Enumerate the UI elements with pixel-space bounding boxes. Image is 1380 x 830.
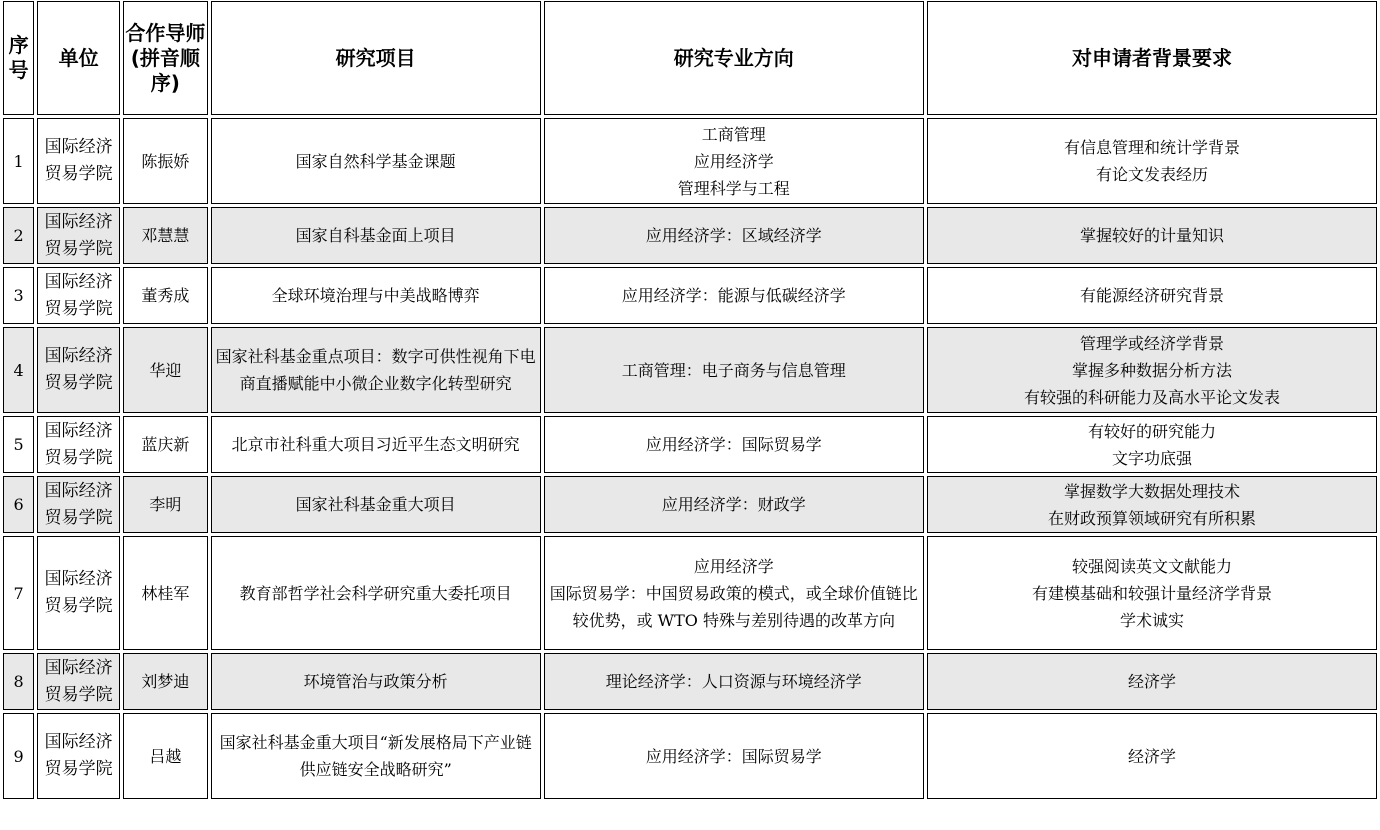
project-cell: 国家自然科学基金课题 [211, 118, 541, 204]
header-advisor: 合作导师 (拼音顺序) [123, 1, 208, 115]
project-cell: 全球环境治理与中美战略博弈 [211, 267, 541, 324]
table-row [3, 416, 1377, 473]
header-direction: 研究专业方向 [544, 1, 924, 115]
direction-cell: 理论经济学：人口资源与环境经济学 [544, 653, 924, 710]
seq-cell: 8 [3, 653, 34, 710]
advisor-cell: 陈振娇 [123, 118, 208, 204]
requirement-cell: 有信息管理和统计学背景 有论文发表经历 [927, 118, 1377, 204]
project-cell: 国家社科基金重大项目“新发展格局下产业链供应链安全战略研究” [211, 713, 541, 799]
requirement-cell: 管理学或经济学背景 掌握多种数据分析方法 有较强的科研能力及高水平论文发表 [927, 327, 1377, 413]
project-cell: 教育部哲学社会科学研究重大委托项目 [211, 536, 541, 650]
requirement-cell: 掌握较好的计量知识 [927, 207, 1377, 264]
project-cell: 国家社科基金重点项目：数字可供性视角下电商直播赋能中小微企业数字化转型研究 [211, 327, 541, 413]
table-body [3, 118, 1377, 799]
direction-cell: 应用经济学：国际贸易学 [544, 713, 924, 799]
seq-cell: 7 [3, 536, 34, 650]
unit-cell: 国际经济贸易学院 [37, 327, 120, 413]
requirement-cell: 掌握数学大数据处理技术 在财政预算领域研究有所积累 [927, 476, 1377, 533]
project-cell: 国家社科基金重大项目 [211, 476, 541, 533]
table-row [3, 267, 1377, 324]
project-cell: 北京市社科重大项目习近平生态文明研究 [211, 416, 541, 473]
table-row [3, 653, 1377, 710]
requirement-cell: 经济学 [927, 653, 1377, 710]
unit-cell: 国际经济贸易学院 [37, 267, 120, 324]
requirement-cell: 有较好的研究能力 文字功底强 [927, 416, 1377, 473]
seq-cell: 2 [3, 207, 34, 264]
table-row [3, 118, 1377, 204]
table-row [3, 713, 1377, 799]
advisor-cell: 吕越 [123, 713, 208, 799]
header-unit: 单位 [37, 1, 120, 115]
header-row [3, 1, 1377, 115]
unit-cell: 国际经济贸易学院 [37, 207, 120, 264]
seq-cell: 1 [3, 118, 34, 204]
unit-cell: 国际经济贸易学院 [37, 476, 120, 533]
header-project: 研究项目 [211, 1, 541, 115]
advisor-cell: 华迎 [123, 327, 208, 413]
seq-cell: 5 [3, 416, 34, 473]
header-requirement: 对申请者背景要求 [927, 1, 1377, 115]
project-cell: 国家自科基金面上项目 [211, 207, 541, 264]
table-row [3, 327, 1377, 413]
advisor-cell: 邓慧慧 [123, 207, 208, 264]
unit-cell: 国际经济贸易学院 [37, 536, 120, 650]
table-row [3, 207, 1377, 264]
advisor-cell: 李明 [123, 476, 208, 533]
direction-cell: 工商管理：电子商务与信息管理 [544, 327, 924, 413]
header-seq: 序号 [3, 1, 34, 115]
unit-cell: 国际经济贸易学院 [37, 713, 120, 799]
direction-cell: 应用经济学：国际贸易学 [544, 416, 924, 473]
advisor-cell: 刘梦迪 [123, 653, 208, 710]
unit-cell: 国际经济贸易学院 [37, 416, 120, 473]
table-row [3, 476, 1377, 533]
direction-cell: 应用经济学：能源与低碳经济学 [544, 267, 924, 324]
direction-cell: 工商管理 应用经济学 管理科学与工程 [544, 118, 924, 204]
direction-cell: 应用经济学：区域经济学 [544, 207, 924, 264]
requirement-cell: 有能源经济研究背景 [927, 267, 1377, 324]
advisor-cell: 蓝庆新 [123, 416, 208, 473]
seq-cell: 9 [3, 713, 34, 799]
advisor-cell: 董秀成 [123, 267, 208, 324]
requirement-cell: 较强阅读英文文献能力 有建模基础和较强计量经济学背景 学术诚实 [927, 536, 1377, 650]
unit-cell: 国际经济贸易学院 [37, 653, 120, 710]
unit-cell: 国际经济贸易学院 [37, 118, 120, 204]
project-cell: 环境管治与政策分析 [211, 653, 541, 710]
advisor-cell: 林桂军 [123, 536, 208, 650]
requirement-cell: 经济学 [927, 713, 1377, 799]
direction-cell: 应用经济学 国际贸易学：中国贸易政策的模式，或全球价值链比较优势，或 WTO 特殊与差别待遇的改革方向 [544, 536, 924, 650]
seq-cell: 6 [3, 476, 34, 533]
direction-cell: 应用经济学：财政学 [544, 476, 924, 533]
seq-cell: 3 [3, 267, 34, 324]
table-row [3, 536, 1377, 650]
seq-cell: 4 [3, 327, 34, 413]
